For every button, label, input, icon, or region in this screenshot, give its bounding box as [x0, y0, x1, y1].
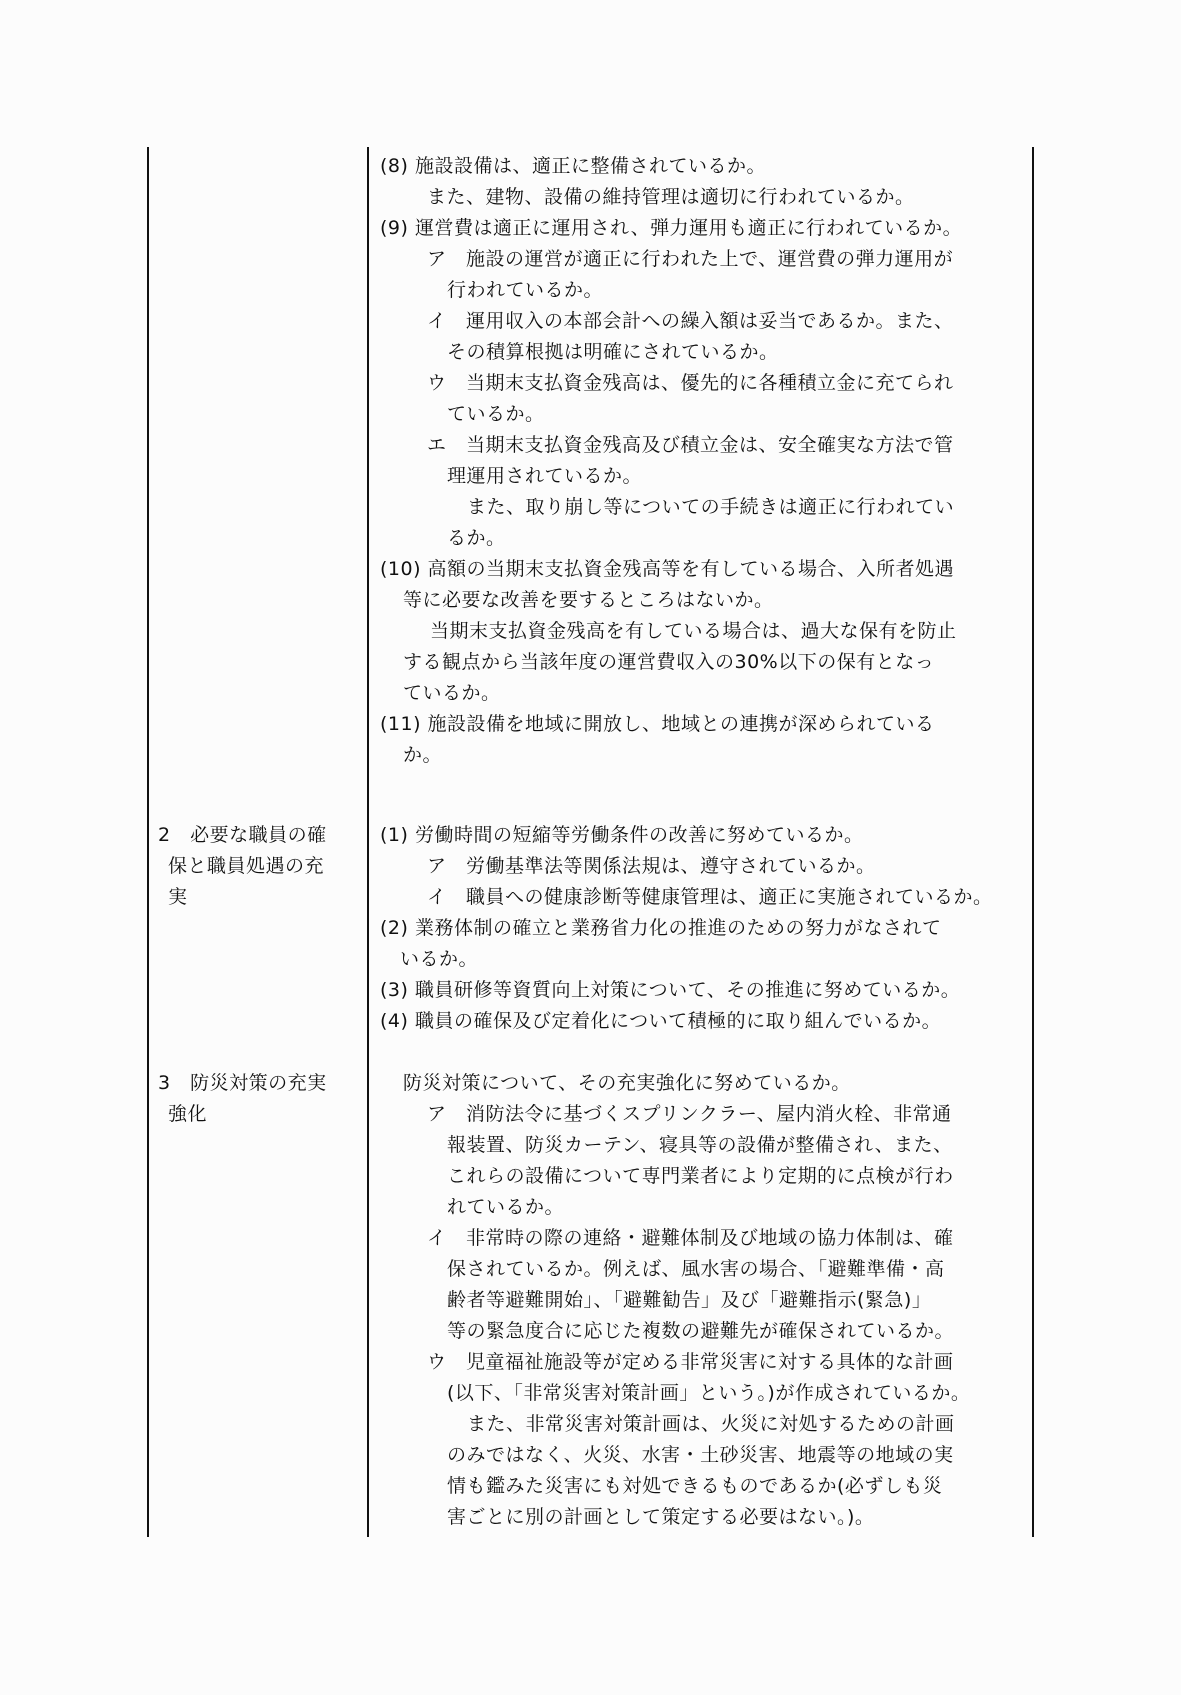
checklist-item-line: ア 施設の運営が適正に行われた上で、運営費の弾力運用が	[427, 248, 954, 270]
section-heading-line: 実	[168, 886, 188, 908]
checklist-item-line: 当期末支払資金残高を有している場合は、過大な保有を防止	[430, 620, 957, 642]
checklist-item-line: ウ 児童福祉施設等が定める非常災害に対する具体的な計画	[427, 1351, 954, 1373]
checklist-item-line: 報装置、防災カーテン、寝具等の設備が整備され、また、	[447, 1134, 953, 1156]
checklist-item-line: 情も鑑みた災害にも対処できるものであるか(必ずしも災	[447, 1475, 943, 1497]
checklist-item-line: ウ 当期末支払資金残高は、優先的に各種積立金に充てられ	[427, 372, 954, 394]
section-heading-line: 強化	[168, 1103, 208, 1125]
checklist-item-line: るか。	[447, 527, 506, 549]
checklist-item-line: イ 運用収入の本部会計への繰入額は妥当であるか。また、	[427, 310, 954, 332]
checklist-item-line: する観点から当該年度の運営費収入の30%以下の保有となっ	[403, 651, 935, 673]
checklist-item-line: 害ごとに別の計画として策定する必要はない。)。	[447, 1506, 875, 1528]
table-column-divider	[367, 147, 369, 1537]
checklist-item-line: イ 非常時の際の連絡・避難体制及び地域の協力体制は、確	[427, 1227, 954, 1249]
checklist-item-line: 行われているか。	[447, 279, 604, 301]
checklist-item-line: か。	[403, 744, 443, 766]
checklist-item-line: れているか。	[447, 1196, 565, 1218]
checklist-item-line: (3) 職員研修等資質向上対策について、その推進に努めているか。	[380, 979, 961, 1001]
checklist-item-line: (1) 労働時間の短縮等労働条件の改善に努めているか。	[380, 824, 864, 846]
section-heading-line: 保と職員処遇の充	[168, 855, 325, 877]
table-right-border	[1032, 147, 1034, 1537]
checklist-item-line: 等に必要な改善を要するところはないか。	[403, 589, 774, 611]
checklist-item-line: ているか。	[403, 682, 501, 704]
checklist-item-line: のみではなく、火災、水害・土砂災害、地震等の地域の実	[447, 1444, 954, 1466]
checklist-item-line: 理運用されているか。	[447, 465, 643, 487]
checklist-item-line: (2) 業務体制の確立と業務省力化の推進のための努力がなされて	[380, 917, 942, 939]
checklist-item-line: また、非常災害対策計画は、火災に対処するための計画	[467, 1413, 955, 1435]
section-heading-line: 3 防災対策の充実	[158, 1072, 327, 1094]
checklist-item-line: (9) 運営費は適正に運用され、弾力運用も適正に行われているか。	[380, 217, 963, 239]
checklist-item-line: ア 消防法令に基づくスプリンクラー、屋内消火栓、非常通	[427, 1103, 952, 1125]
checklist-item-line: ているか。	[447, 403, 545, 425]
checklist-item-line: イ 職員への健康診断等健康管理は、適正に実施されているか。	[427, 886, 993, 908]
checklist-item-line: (10) 高額の当期末支払資金残高等を有している場合、入所者処遇	[380, 558, 955, 580]
table-left-border	[147, 147, 149, 1537]
checklist-item-line: 防災対策について、その充実強化に努めているか。	[403, 1072, 851, 1094]
checklist-item-line: エ 当期末支払資金残高及び積立金は、安全確実な方法で管	[427, 434, 954, 456]
checklist-item-line: (以下、「非常災害対策計画」という。)が作成されているか。	[447, 1382, 971, 1404]
checklist-item-line: ア 労働基準法等関係法規は、遵守されているか。	[427, 855, 876, 877]
checklist-item-line: (4) 職員の確保及び定着化について積極的に取り組んでいるか。	[380, 1010, 942, 1032]
checklist-item-line: 等の緊急度合に応じた複数の避難先が確保されているか。	[447, 1320, 955, 1342]
checklist-item-line: いるか。	[400, 948, 479, 970]
checklist-item-line: (8) 施設設備は、適正に整備されているか。	[380, 155, 766, 177]
checklist-item-line: その積算根拠は明確にされているか。	[447, 341, 779, 363]
checklist-item-line: (11) 施設設備を地域に開放し、地域との連携が深められている	[380, 713, 935, 735]
checklist-item-line: これらの設備について専門業者により定期的に点検が行わ	[447, 1165, 954, 1187]
checklist-item-line: 保されているか。例えば、風水害の場合、「避難準備・高	[447, 1258, 945, 1280]
checklist-item-line: また、取り崩し等についての手続きは適正に行われてい	[467, 496, 955, 518]
checklist-item-line: 齢者等避難開始」、「避難勧告」及び「避難指示(緊急)」	[447, 1289, 932, 1311]
checklist-item-line: また、建物、設備の維持管理は適切に行われているか。	[427, 186, 915, 208]
section-heading-line: 2 必要な職員の確	[158, 824, 327, 846]
